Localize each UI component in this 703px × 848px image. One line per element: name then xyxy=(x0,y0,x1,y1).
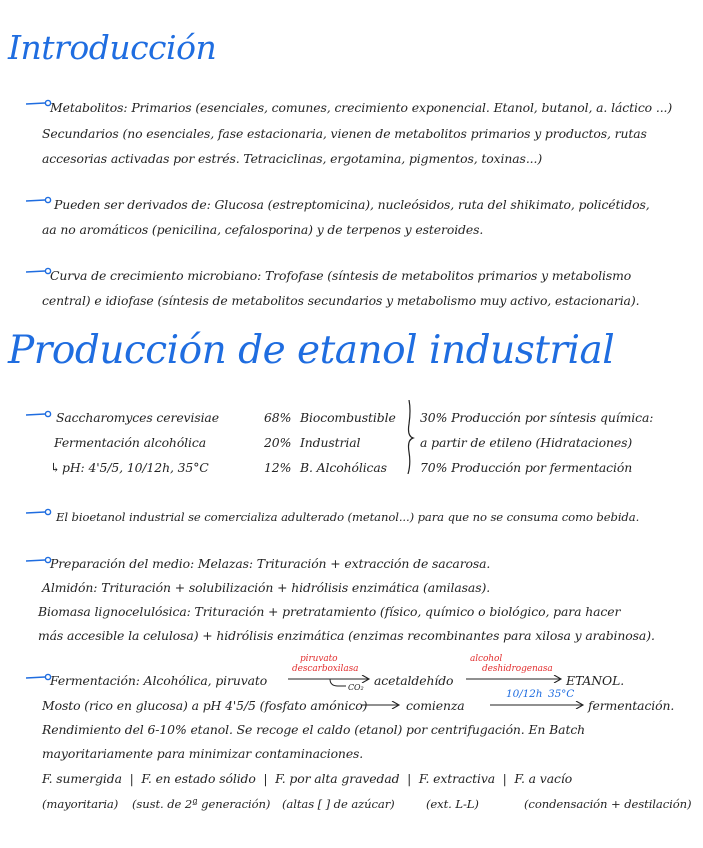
co2-label: CO₂ xyxy=(348,683,364,692)
use-pct: 20% xyxy=(264,435,292,450)
medium-line1: Preparación del medio: Melazas: Trituración + extracción de sacarosa. xyxy=(50,556,491,571)
product-etanol: ETANOL. xyxy=(566,673,625,688)
fermentation-line1-start: Fermentación: Alcohólica, piruvato xyxy=(50,673,268,688)
intro-b1-line2: Secundarios (no esenciales, fase estacionaria, vienen de metabolitos primarios y productos, rutas xyxy=(42,126,647,141)
fermentation-type-note: (mayoritaria) xyxy=(42,797,119,811)
method-line: 70% Producción por fermentación xyxy=(420,460,633,475)
fermentation-type-note: (altas [ ] de azúcar) xyxy=(282,797,395,811)
use-pct: 12% xyxy=(264,460,292,475)
process-arrow-icon xyxy=(362,701,402,709)
fermentation-line2-end: fermentación. xyxy=(588,698,675,713)
use-label: Industrial xyxy=(300,435,361,450)
intro-b2-line2: aa no aromáticos (penicilina, cefalosporina) y de terpenos y esteroides. xyxy=(42,222,484,237)
fermentation-type-note: (condensación + destilación) xyxy=(524,797,692,811)
bioethanol-note: El bioetanol industrial se comercializa adulterado (metanol...) para que no se consuma como bebida. xyxy=(56,510,640,524)
medium-line4: más accesible la celulosa) + hidrólisis enzimática (enzimas recombinantes para xilosa y arabinosa). xyxy=(38,628,655,643)
bullet-arrow-icon xyxy=(26,196,52,204)
enzyme2-label-b: deshidrogenasa xyxy=(482,664,553,674)
method-line: a partir de etileno (Hidrataciones) xyxy=(420,435,633,450)
enzyme2-label-a: alcohol xyxy=(470,654,503,664)
co2-branch-icon xyxy=(328,679,348,687)
fermentation-type-note: (ext. L-L) xyxy=(426,797,479,811)
bullet-arrow-icon xyxy=(26,556,52,564)
bullet-arrow-icon xyxy=(26,99,52,107)
heading-produccion-etanol: Producción de etanol industrial xyxy=(8,328,615,373)
fermentation-type-note: (sust. de 2ª generación) xyxy=(132,797,271,811)
fermentation-line2-mid: comienza xyxy=(406,698,465,713)
method-line: 30% Producción por síntesis química: xyxy=(420,410,654,425)
enzyme1-label-b: descarboxilasa xyxy=(292,664,359,674)
intro-b1-line1: Metabolitos: Primarios (esenciales, comunes, crecimiento exponencial. Etanol, butanol, a. láctico ...) xyxy=(50,100,673,115)
fermentation-line4: mayoritariamente para minimizar contaminaciones. xyxy=(42,746,364,761)
use-label: Biocombustible xyxy=(300,410,396,425)
intro-b1-line3: accesorias activadas por estrés. Tetraciclinas, ergotamina, pigmentos, toxinas...) xyxy=(42,151,543,166)
fermentation-line2-start: Mosto (rico en glucosa) a pH 4'5/5 (fosfato amónico) xyxy=(42,698,368,713)
bullet-arrow-icon xyxy=(26,508,52,516)
organism-name: Saccharomyces cerevisiae xyxy=(56,410,219,425)
brace-divider xyxy=(405,400,415,474)
intro-b3-line2: central) e idiofase (síntesis de metabolitos secundarios y metabolismo muy activo, estacionaria). xyxy=(42,293,640,308)
fermentation-line3: Rendimiento del 6-10% etanol. Se recoge el caldo (etanol) por centrifugación. En Batch xyxy=(42,722,586,737)
corner-arrow-icon: ↳ xyxy=(50,460,61,475)
heading-introduccion: Introducción xyxy=(8,28,217,67)
medium-line2: Almidón: Trituración + solubilización + hidrólisis enzimática (amilasas). xyxy=(42,580,491,595)
bullet-arrow-icon xyxy=(26,673,52,681)
bullet-arrow-icon xyxy=(26,410,52,418)
condition-time: 10/12h xyxy=(506,688,543,700)
intro-b2-line1: Pueden ser derivados de: Glucosa (estreptomicina), nucleósidos, ruta del shikimato, policétidos, xyxy=(54,197,650,212)
organism-conditions: pH: 4'5/5, 10/12h, 35°C xyxy=(62,460,209,475)
bullet-arrow-icon xyxy=(26,267,52,275)
intermediate-acetaldehyde: acetaldehído xyxy=(374,673,454,688)
process-arrow-icon xyxy=(490,701,586,709)
intro-b3-line1: Curva de crecimiento microbiano: Trofofase (síntesis de metabolitos primarios y metabolismo xyxy=(50,268,632,283)
reaction-arrow-icon xyxy=(466,675,564,683)
medium-line3: Biomasa lignocelulósica: Trituración + pretratamiento (físico, químico o biológico, para hacer xyxy=(38,604,621,619)
condition-temp: 35°C xyxy=(548,688,575,700)
enzyme1-label-a: piruvato xyxy=(300,654,338,664)
use-label: B. Alcohólicas xyxy=(300,460,387,475)
use-pct: 68% xyxy=(264,410,292,425)
fermentation-types-row: F. sumergida | F. en estado sólido | F. por alta gravedad | F. extractiva | F. a vacío xyxy=(42,771,573,786)
organism-process: Fermentación alcohólica xyxy=(54,435,207,450)
